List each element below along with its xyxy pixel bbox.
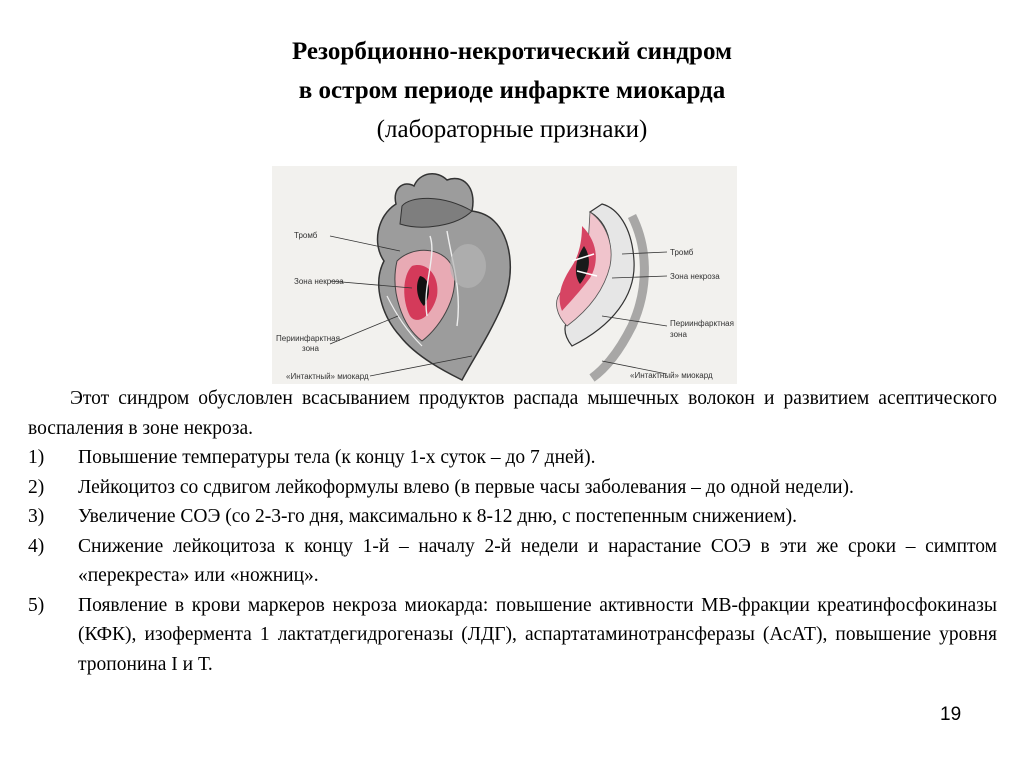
list-item [28, 591, 997, 680]
list-item-number: 2) [28, 476, 45, 498]
right-label-periinfarct: Периинфарктная [670, 319, 734, 328]
page-number: 19 [940, 704, 962, 725]
heart-diagram-svg [272, 166, 737, 384]
list-item-number: 5) [28, 594, 45, 616]
list-item [28, 532, 997, 591]
list-item [28, 473, 997, 503]
left-label-zone: зона [302, 344, 319, 353]
list-item-number: 1) [28, 447, 45, 468]
list-item [28, 502, 997, 532]
left-label-necrosis-zone: Зона некроза [294, 277, 344, 286]
signs-list [28, 443, 997, 679]
right-label-necrosis-zone: Зона некроза [670, 272, 720, 281]
left-label-periinfarct: Периинфарктная [276, 334, 340, 343]
list-item-number: 4) [28, 535, 45, 557]
myocardium-section-drawing [557, 204, 667, 378]
left-label-intact-myocardium: «Интактный» миокард [286, 372, 369, 381]
heart-drawing [330, 174, 510, 380]
list-item [28, 443, 997, 473]
title-line-3: (лабораторные признаки) [376, 116, 648, 143]
list-item-text: Появление в крови маркеров некроза миокарда: повышение активности МВ-фракции креатинфосфокиназы (КФК), изофермента 1 лактатдегидрогеназы (ЛДГ), аспартатаминотрансферазы (АсАТ), повышение уровня тропонина I и Т. [78, 594, 997, 675]
slide-title [0, 32, 1024, 149]
heart-illustration [272, 166, 737, 384]
list-item-text: Увеличение СОЭ (со 2-3-го дня, максимально к 8-12 дню, с постепенным снижением). [78, 506, 797, 527]
slide-body [28, 384, 997, 679]
right-label-zone: зона [670, 330, 687, 339]
right-label-thrombus: Тромб [670, 248, 694, 257]
title-line-1: Резорбционно-некротический синдром [291, 38, 732, 65]
right-label-intact-myocardium: «Интактный» миокард [630, 371, 713, 380]
intro-paragraph: Этот синдром обусловлен всасыванием продуктов распада мышечных волокон и развитием асептического воспаления в зоне некроза. [28, 388, 997, 439]
left-label-thrombus: Тромб [294, 231, 318, 240]
list-item-text: Снижение лейкоцитоза к концу 1-й – началу 2-й недели и нарастание СОЭ в эти же сроки – симптом «перекреста» или «ножниц». [78, 535, 997, 586]
list-item-text: Лейкоцитоз со сдвигом лейкоформулы влево (в первые часы заболевания – до одной недели). [78, 476, 854, 498]
list-item-number: 3) [28, 506, 45, 527]
title-line-2: в остром периоде инфаркте миокарда [298, 77, 726, 104]
list-item-text: Повышение температуры тела (к концу 1-х суток – до 7 дней). [78, 447, 596, 468]
